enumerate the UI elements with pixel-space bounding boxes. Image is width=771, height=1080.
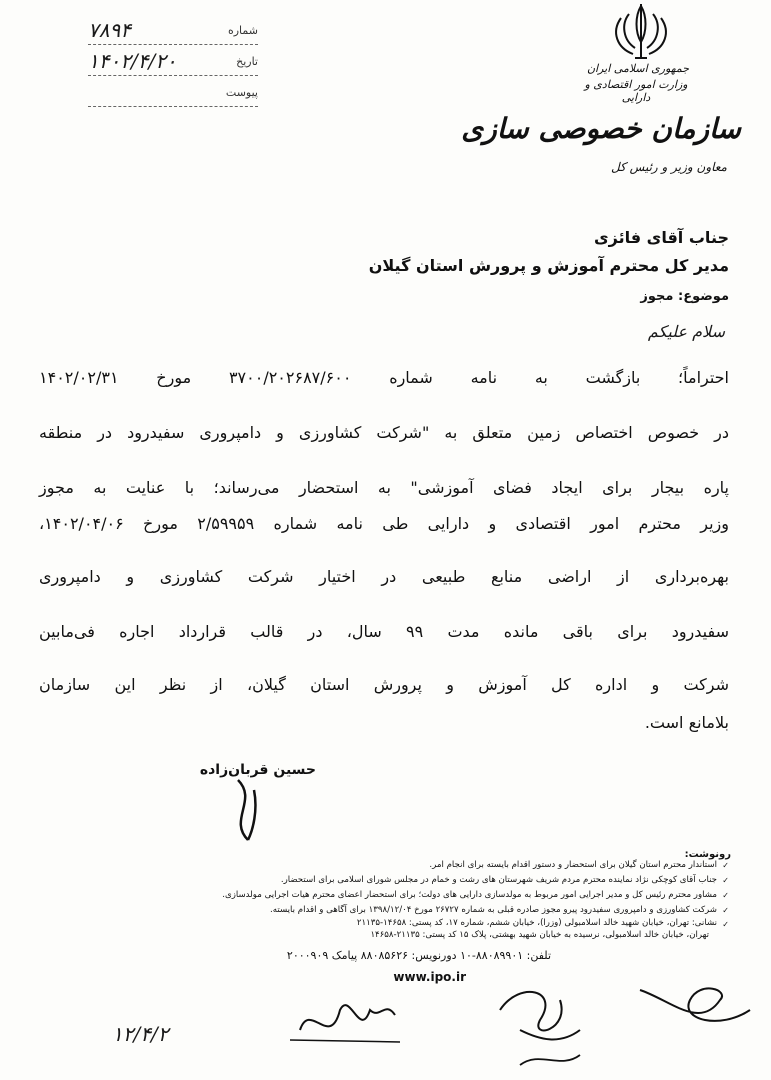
organization-subtitle: معاون وزیر و رئیس کل bbox=[611, 160, 727, 174]
addressee-name: جناب آقای فائزی bbox=[593, 228, 729, 247]
check-icon: ✓ bbox=[722, 920, 729, 929]
number-label: شماره bbox=[227, 24, 258, 37]
copy-item: شرکت کشاورزی و دامپروری سفیدرود پیرو مجوز صادره قبلی به شماره ۲۶۷۲۷ مورخ ۱۳۹۸/۱۲/۰۴ برای آگاهی و اقدام بایسته. bbox=[270, 905, 717, 915]
body-line: وزیر محترم امور اقتصادی و دارایی طی نامه شماره ۲/۵۹۹۵۹ مورخ ۱۴۰۲/۰۴/۰۶، bbox=[39, 514, 730, 533]
check-icon: ✓ bbox=[722, 906, 729, 915]
copy-item: استاندار محترم استان گیلان برای استحضار و دستور اقدام بایسته برای انجام امر. bbox=[429, 860, 717, 870]
copy-item: نشانی: تهران، خیابان شهید خالد اسلامبولی (وزرا)، خیابان ششم، شماره ۱۷، کد پستی: ۱۴۶۵۸-۲۱۱۳۵ bbox=[356, 918, 717, 928]
ministry-line: وزارت امور اقتصادی و دارایی bbox=[584, 78, 688, 104]
body-line: سفیدرود برای باقی مانده مدت ۹۹ سال، در قالب قرارداد اجاره فی‌مابین bbox=[39, 622, 729, 641]
handwritten-greeting: سلام علیکم bbox=[647, 322, 725, 341]
copy-item: جناب آقای کوچکی نژاد نماینده محترم مردم شریف شهرستان های رشت و خمام در مجلس شورای اسلامی برای استحضار. bbox=[280, 875, 717, 885]
handwritten-date: ۱۲/۴/۲ bbox=[112, 1022, 169, 1046]
check-icon: ✓ bbox=[722, 891, 729, 900]
body-line: احتراماً؛ بازگشت به نامه شماره ۳۷۰۰/۲۰۲۶۸۷/۶۰۰ مورخ ۱۴۰۲/۰۲/۳۱ bbox=[39, 368, 729, 387]
subject-line: موضوع: مجوز bbox=[640, 289, 729, 304]
attachment-row bbox=[88, 80, 258, 107]
date-label: تاریخ bbox=[236, 55, 258, 68]
body-line: بلامانع است. bbox=[644, 713, 729, 732]
iran-emblem-icon bbox=[601, 2, 681, 64]
organization-name: سازمان خصوصی سازی bbox=[461, 112, 741, 145]
copy-item: مشاور محترم رئیس کل و مدیر اجرایی امور مربوط به مولدسازی دارایی های دولت؛ برای استحضار اعضای محترم هیات اجرایی مولدسازی. bbox=[222, 890, 717, 900]
attachment-label: پیوست bbox=[225, 86, 258, 99]
signature-scribble bbox=[198, 770, 348, 850]
copies-title: رونوشت: bbox=[684, 849, 731, 860]
date-value: ۱۴۰۲/۴/۲۰ bbox=[88, 49, 177, 73]
number-value: ۷۸۹۴ bbox=[88, 18, 131, 42]
body-line: شرکت و اداره کل آموزش و پرورش استان گیلان، از نظر این سازمان bbox=[39, 675, 729, 694]
addressee-title: مدیر کل محترم آموزش و پرورش استان گیلان bbox=[368, 256, 729, 275]
footer-website: www.ipo.ir bbox=[393, 970, 466, 984]
check-icon: ✓ bbox=[722, 876, 729, 885]
body-line: بهره‌برداری از اراضی منابع طبیعی در اختیار شرکت کشاورزی و دامپروری bbox=[39, 567, 729, 586]
body-line: در خصوص اختصاص زمین متعلق به "شرکت کشاورزی و دامپروری سفیدرود در منطقه bbox=[39, 423, 729, 442]
number-row bbox=[88, 18, 258, 45]
signer-name: حسین قربان‌زاده bbox=[199, 762, 316, 778]
footer-address: تهران، خیابان خالد اسلامبولی، نرسیده به خیابان شهید بهشتی، پلاک ۱۵ کد پستی: ۲۱۱۳۵-۱۴۶۵۸ bbox=[370, 930, 709, 940]
check-icon: ✓ bbox=[722, 861, 729, 870]
date-row bbox=[88, 49, 258, 76]
footer-phone: تلفن: ۸۸۰۸۹۹۰۱-۱۰ دورنویس: ۸۸۰۸۵۶۲۶ پیامک ۲۰۰۰۹۰۹ bbox=[286, 949, 551, 962]
body-line: پاره بیجار برای ایجاد فضای آموزشی" به استحضار می‌رساند؛ با عنایت به مجوز bbox=[39, 478, 729, 497]
letter-meta bbox=[88, 18, 258, 111]
government-line: جمهوری اسلامی ایران bbox=[586, 62, 690, 75]
